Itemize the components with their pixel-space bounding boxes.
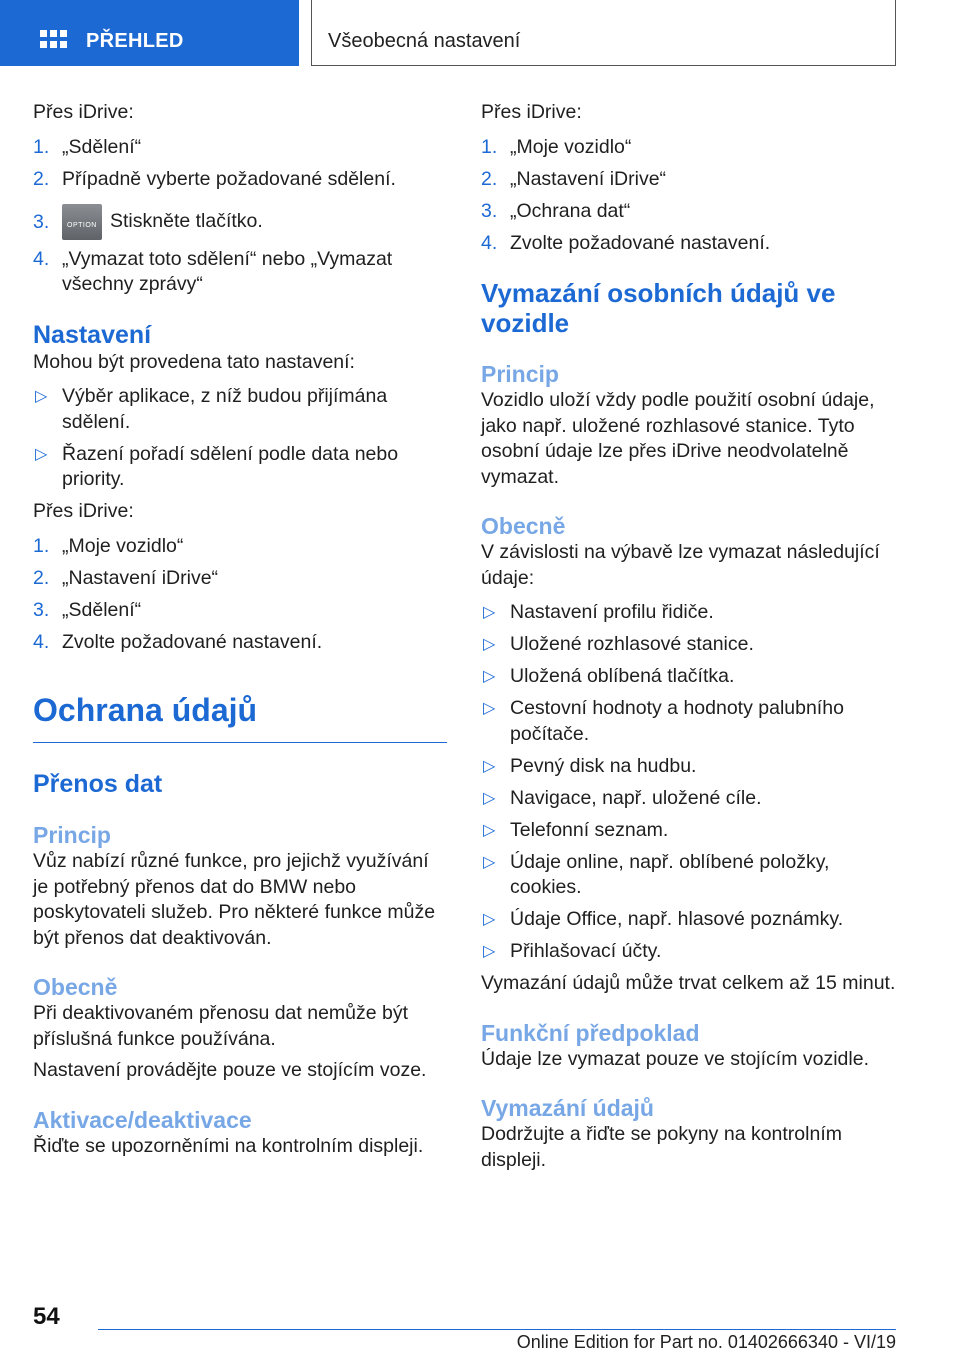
list-item: 4. Zvolte požadované nastavení.	[33, 630, 447, 656]
triangle-bullet-icon: ▷	[483, 853, 496, 871]
triangle-bullet-icon: ▷	[483, 636, 496, 653]
step-number: 2.	[33, 167, 50, 190]
settings-text: Mohou být provedena tato nastavení:	[33, 350, 355, 373]
heading-prerequisite: Funkční předpoklad	[481, 1019, 700, 1046]
triangle-bullet-icon: ▷	[483, 911, 496, 928]
list-item: ▷ Výběr aplikace, z níž budou přijímána sdělení.	[35, 385, 388, 433]
principle-text: Vůz nabízí různé funkce, pro jejichž využívání je potřebný přenos dat do BMW nebo poskytovateli služeb. Pro některé funkce může být přenos dat deaktivován.	[33, 850, 436, 949]
list-item: 4. Zvolte požadované nastavení.	[481, 231, 901, 257]
principle-text: Vozidlo uloží vždy podle použití osobní údaje, jako např. uložené rozhlasové stanice. Tyto osobní údaje lze přes iDrive neodvolatelně vymazat.	[481, 389, 875, 488]
heading-general: Obecně	[33, 974, 118, 1000]
list-item: 2. „Nastavení iDrive“	[481, 167, 901, 193]
list-item: 3. „Ochrana dat“	[481, 199, 901, 225]
page-number: 54	[33, 1303, 60, 1330]
top-navigation-bar	[0, 0, 960, 66]
grid-icon	[40, 30, 68, 54]
triangle-bullet-icon: ▷	[483, 757, 496, 775]
tab-overview-label: PŘEHLED	[86, 30, 184, 52]
list-item: ▷ Přihlašovací účty.	[481, 939, 901, 965]
list-item: 2. „Nastavení iDrive“	[33, 566, 447, 592]
settings-bullets	[33, 384, 447, 493]
heading-general: Obecně	[481, 513, 566, 539]
heading-deleting-data: Vymazání údajů	[481, 1095, 654, 1121]
step-number: 2.	[33, 566, 50, 589]
triangle-bullet-icon: ▷	[483, 604, 496, 621]
list-item: ▷ Nastavení profilu řidiče.	[481, 600, 901, 626]
list-item: ▷ Telefonní seznam.	[481, 818, 901, 844]
tab-section[interactable]	[311, 0, 896, 66]
heading-data-transfer: Přenos dat	[33, 770, 163, 798]
step-number: 3.	[33, 211, 50, 233]
triangle-bullet-icon: ▷	[483, 943, 496, 960]
list-item: 1. „Moje vozidlo“	[33, 534, 447, 560]
heading-principle: Princip	[481, 361, 559, 387]
list-item: 3. „Sdělení“	[33, 598, 447, 624]
general-text: V závislosti na výbavě lze vymazat následující údaje:	[481, 541, 880, 589]
step-number: 1.	[33, 135, 50, 158]
step-number: 4.	[33, 630, 50, 653]
duration-text: Vymazání údajů může trvat celkem až 15 minut.	[481, 972, 896, 994]
heading-privacy: Ochrana údajů	[33, 692, 258, 728]
tab-section-label: Všeobecná nastavení	[328, 30, 521, 52]
list-item: ▷ Řazení pořadí sdělení podle data nebo priority.	[35, 442, 399, 490]
intro-text: Přes iDrive:	[481, 101, 582, 123]
intro-text: Přes iDrive:	[33, 500, 134, 522]
steps-list-privacy	[481, 135, 901, 257]
triangle-bullet-icon: ▷	[483, 789, 496, 807]
deleting-text: Dodržujte a řiďte se pokyny na kontrolním displeji.	[481, 1123, 842, 1171]
general-text: Nastavení provádějte pouze ve stojícím voze.	[33, 1059, 427, 1081]
list-item: ▷ Údaje online, např. oblíbené položky, cookies.	[483, 850, 830, 898]
step-number: 3.	[33, 598, 50, 621]
general-text: Při deaktivovaném přenosu dat nemůže být příslušná funkce používána.	[33, 1002, 409, 1050]
intro-text: Přes iDrive:	[33, 101, 134, 123]
option-button-icon: OPTION	[62, 204, 102, 240]
steps-list-messages	[33, 135, 447, 298]
list-item: ▷ Údaje Office, např. hlasové poznámky.	[481, 907, 901, 933]
heading-principle: Princip	[33, 822, 111, 848]
edition-text: Online Edition for Part no. 01402666340 - VI/19	[516, 1332, 896, 1352]
step-number: 1.	[481, 135, 498, 158]
list-item: 4. „Vymazat toto sdělení“ nebo „Vymazat všechny zprávy“	[33, 247, 393, 295]
step-number: 4.	[481, 231, 498, 254]
footer-divider	[98, 1329, 896, 1330]
step-number: 1.	[33, 534, 50, 557]
prerequisite-text: Údaje lze vymazat pouze ve stojícím vozidle.	[481, 1047, 870, 1070]
right-column	[481, 100, 901, 1173]
list-item: ▷ Uložené rozhlasové stanice.	[481, 632, 901, 658]
deletable-data-bullets	[481, 600, 901, 965]
list-item: 1. „Moje vozidlo“	[481, 135, 901, 161]
triangle-bullet-icon: ▷	[483, 668, 496, 685]
list-item: ▷ Navigace, např. uložené cíle.	[481, 786, 901, 812]
list-item: ▷ Pevný disk na hudbu.	[481, 754, 901, 780]
step-number: 3.	[481, 199, 498, 222]
left-column	[33, 100, 447, 1159]
list-item: ▷ Cestovní hodnoty a hodnoty palubního počítače.	[483, 697, 844, 745]
tab-overview[interactable]	[0, 0, 299, 66]
triangle-bullet-icon: ▷	[483, 700, 496, 717]
steps-list-settings	[33, 534, 447, 656]
list-item: 2. Případně vyberte požadované sdělení.	[33, 167, 447, 193]
triangle-bullet-icon: ▷	[35, 388, 48, 405]
step-number: 2.	[481, 167, 498, 190]
heading-divider	[33, 742, 447, 743]
list-item: 1. „Sdělení“	[33, 135, 447, 161]
step-number: 4.	[33, 247, 50, 270]
list-item: ▷ Uložená oblíbená tlačítka.	[481, 664, 901, 690]
list-item: 3. OPTION Stiskněte tlačítko.	[33, 204, 447, 240]
activation-text: Řiďte se upozorněními na kontrolním displeji.	[33, 1134, 424, 1157]
heading-activation: Aktivace/deaktivace	[33, 1106, 252, 1133]
triangle-bullet-icon: ▷	[483, 821, 496, 839]
heading-settings: Nastavení	[33, 320, 152, 349]
heading-delete-personal-data: Vymazání osobních údajů ve vozidle	[481, 278, 836, 338]
triangle-bullet-icon: ▷	[35, 445, 48, 463]
